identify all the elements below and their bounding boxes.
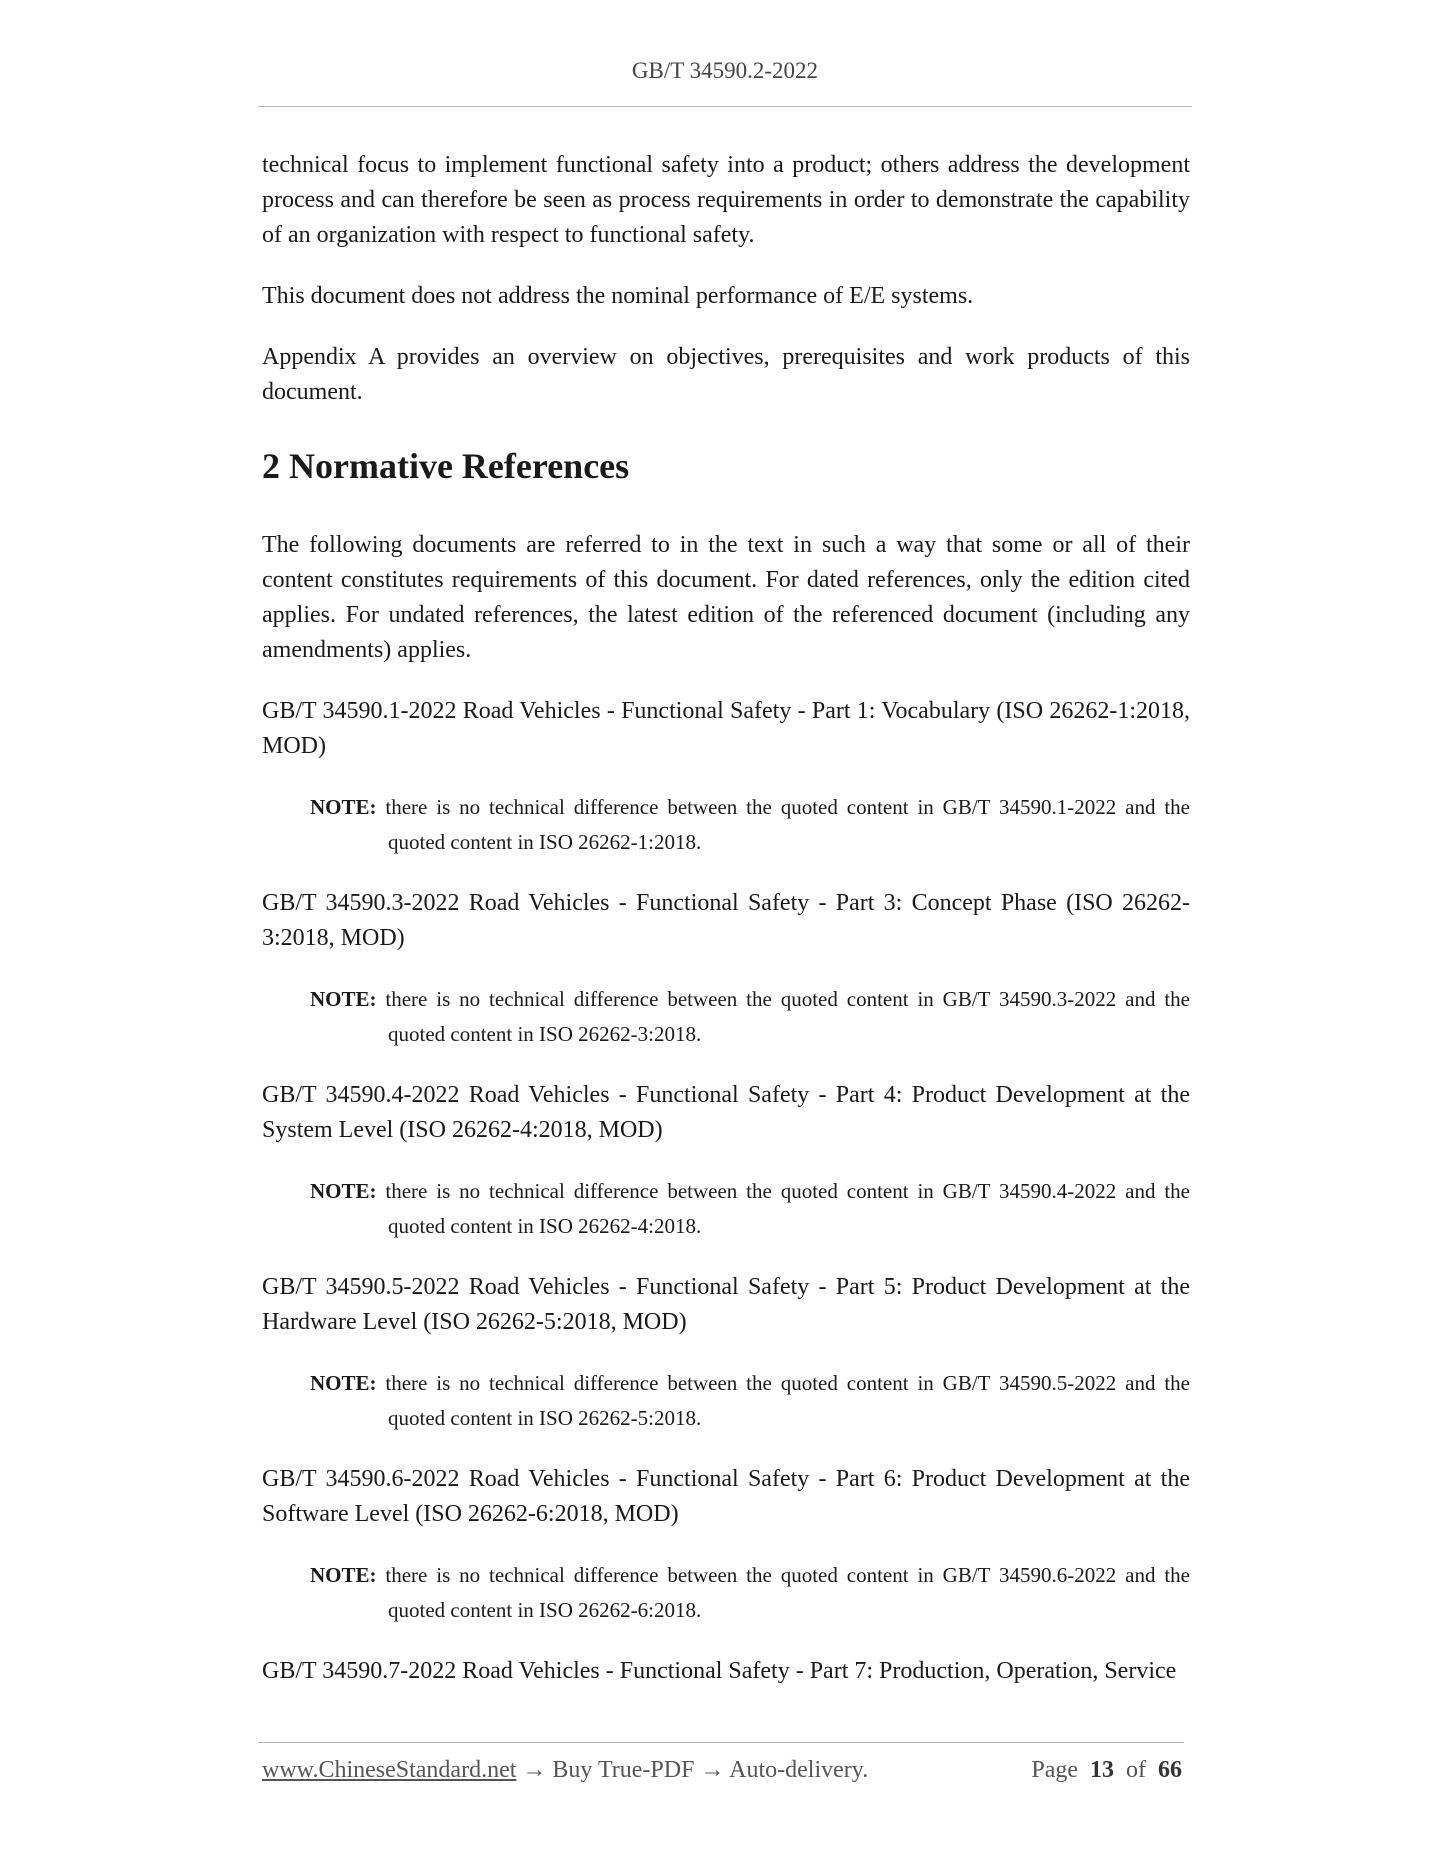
- reference-note: [310, 790, 1190, 860]
- reference-item: [262, 694, 1190, 860]
- website-link[interactable]: www.ChineseStandard.net: [262, 1757, 517, 1783]
- delivery-text: Auto-delivery.: [729, 1757, 869, 1783]
- reference-item: [262, 886, 1190, 1052]
- arrow-right-icon: →: [700, 1757, 725, 1783]
- reference-title: GB/T 34590.5-2022 Road Vehicles - Functional Safety - Part 5: Product Development at the Hardware Level (ISO 26262-5:2018, MOD): [262, 1274, 1190, 1335]
- header-divider: [258, 106, 1192, 107]
- section-heading: 2 Normative References: [262, 446, 630, 486]
- reference-note: [310, 1558, 1190, 1628]
- reference-title-continued: GB/T 34590.7-2022 Road Vehicles - Functional Safety - Part 7: Production, Operation, Service: [262, 1658, 1177, 1684]
- page-word: Page: [1031, 1757, 1078, 1783]
- page-indicator: [1031, 1757, 1182, 1784]
- note-text: there is no technical difference between the quoted content in GB/T 34590.4-2022 and the quoted content in ISO 26262-4:2018.: [385, 1179, 1190, 1238]
- note-text: there is no technical difference between the quoted content in GB/T 34590.1-2022 and the quoted content in ISO 26262-1:2018.: [385, 795, 1190, 854]
- note-text: there is no technical difference between the quoted content in GB/T 34590.6-2022 and the quoted content in ISO 26262-6:2018.: [385, 1563, 1190, 1622]
- reference-item: [262, 1462, 1190, 1628]
- note-label: NOTE:: [310, 1371, 377, 1395]
- intro-paragraph-1: technical focus to implement functional safety into a product; others address the development process and can therefore be seen as process requirements in order to demonstrate the capability of an organization with respect to functional safety.: [262, 152, 1190, 248]
- note-label: NOTE:: [310, 987, 377, 1011]
- reference-note: [310, 982, 1190, 1052]
- page-current: 13: [1090, 1757, 1114, 1783]
- of-word: of: [1126, 1757, 1146, 1783]
- intro-paragraph-2: This document does not address the nominal performance of E/E systems.: [262, 283, 974, 309]
- reference-note: [310, 1174, 1190, 1244]
- note-text: there is no technical difference between the quoted content in GB/T 34590.5-2022 and the quoted content in ISO 26262-5:2018.: [385, 1371, 1190, 1430]
- note-text: there is no technical difference between the quoted content in GB/T 34590.3-2022 and the quoted content in ISO 26262-3:2018.: [385, 987, 1190, 1046]
- reference-title: GB/T 34590.4-2022 Road Vehicles - Functional Safety - Part 4: Product Development at the System Level (ISO 26262-4:2018, MOD): [262, 1082, 1190, 1143]
- section-intro-paragraph: The following documents are referred to in the text in such a way that some or all of their content constitutes requirements of this document. For dated references, only the edition cited applies. For undated references, the latest edition of the referenced document (including any amendments) applies.: [262, 532, 1190, 663]
- note-label: NOTE:: [310, 1179, 377, 1203]
- intro-paragraph-3: Appendix A provides an overview on objectives, prerequisites and work products of this document.: [262, 344, 1190, 405]
- document-header: GB/T 34590.2-2022: [631, 58, 819, 83]
- reference-item: [262, 1270, 1190, 1436]
- footer-promo: [262, 1757, 868, 1784]
- note-label: NOTE:: [310, 795, 377, 819]
- reference-note: [310, 1366, 1190, 1436]
- reference-title: GB/T 34590.1-2022 Road Vehicles - Functional Safety - Part 1: Vocabulary (ISO 26262-1:2018, MOD): [262, 698, 1190, 759]
- reference-item: [262, 1078, 1190, 1244]
- buy-text: Buy True-PDF: [552, 1757, 695, 1783]
- arrow-right-icon: →: [522, 1757, 547, 1783]
- reference-title: GB/T 34590.6-2022 Road Vehicles - Functional Safety - Part 6: Product Development at the Software Level (ISO 26262-6:2018, MOD): [262, 1466, 1190, 1527]
- reference-title: GB/T 34590.3-2022 Road Vehicles - Functional Safety - Part 3: Concept Phase (ISO 26262-3:2018, MOD): [262, 890, 1190, 951]
- note-label: NOTE:: [310, 1563, 377, 1587]
- page-content: [262, 148, 1190, 1715]
- footer-divider: [258, 1742, 1184, 1743]
- page-total: 66: [1158, 1757, 1182, 1783]
